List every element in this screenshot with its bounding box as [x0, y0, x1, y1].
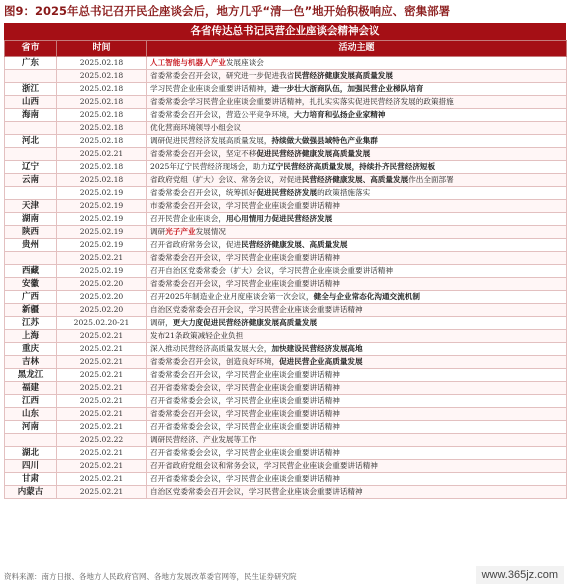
table-row — [5, 356, 567, 369]
date-cell: 2025.02.19 — [57, 187, 147, 200]
activity-text: 自治区党委常委会召开会议，学习民营企业座谈会重要讲话精神 — [150, 487, 363, 496]
table-row — [5, 96, 567, 109]
activity-text: 省委常委会召开会议，研究进一步促进我省 — [150, 71, 295, 80]
table-row — [5, 135, 567, 148]
activity-text: 省委常委会召开会议，学习民营企业座谈会重要讲话精神 — [150, 279, 340, 288]
activity-text: 调研促进民营经济发展高质量发展， — [150, 136, 272, 145]
date-cell: 2025.02.19 — [57, 265, 147, 278]
activity-text: 召开省委常委会会议，学习民营企业座谈会重要讲话精神 — [150, 422, 340, 431]
date-cell: 2025.02.21 — [57, 343, 147, 356]
activity-text: 光子产业 — [165, 227, 196, 236]
activity-text: 召开省委常委会会议，学习民营企业座谈会重要讲话精神 — [150, 383, 340, 392]
activity-text: 促进民营经济发展 — [256, 188, 318, 197]
province-cell: 广东 — [5, 57, 57, 70]
table-row — [5, 83, 567, 96]
column-header-date: 时间 — [57, 41, 147, 57]
column-header-province: 省市 — [5, 41, 57, 57]
province-cell: 新疆 — [5, 304, 57, 317]
activity-cell — [147, 447, 567, 460]
activity-cell — [147, 330, 567, 343]
province-cell: 海南 — [5, 109, 57, 122]
activity-text: 优化营商环境领导小组会议 — [150, 123, 242, 132]
province-cell: 山东 — [5, 408, 57, 421]
date-cell: 2025.02.19 — [57, 213, 147, 226]
activity-text: 持续做大做强县域特色产业集群 — [271, 136, 378, 145]
activity-cell — [147, 70, 567, 83]
table-row — [5, 226, 567, 239]
table-row — [5, 161, 567, 174]
activity-cell — [147, 265, 567, 278]
source-note: 资料来源：南方日报、各地方人民政府官网、各地方发展改革委官网等，民生证券研究院 — [4, 572, 297, 581]
column-header-activity: 活动主题 — [147, 41, 567, 57]
activity-cell — [147, 317, 567, 330]
activity-cell — [147, 122, 567, 135]
date-cell: 2025.02.21 — [57, 408, 147, 421]
province-cell — [5, 70, 57, 83]
activity-text: 用心用情用力促进民营经济发展 — [225, 214, 333, 223]
activity-cell — [147, 356, 567, 369]
date-cell: 2025.02.18 — [57, 135, 147, 148]
province-cell: 天津 — [5, 200, 57, 213]
province-cell: 河北 — [5, 135, 57, 148]
activity-text: 省委常委会召开会议，学习民营企业座谈会重要讲话精神 — [150, 409, 340, 418]
province-cell: 西藏 — [5, 265, 57, 278]
table-row — [5, 434, 567, 447]
province-cell: 甘肃 — [5, 473, 57, 486]
province-cell: 湖北 — [5, 447, 57, 460]
province-cell: 上海 — [5, 330, 57, 343]
activity-text: 发展情况 — [195, 227, 226, 236]
activity-text: 召开省委常委会会议，学习民营企业座谈会重要讲话精神 — [150, 448, 340, 457]
site-watermark: www.365jz.com — [476, 566, 564, 584]
activity-text: 召开2025年制造业企业月度座谈会第一次会议， — [150, 292, 314, 301]
date-cell: 2025.02.18 — [57, 122, 147, 135]
date-cell: 2025.02.21 — [57, 473, 147, 486]
province-cell: 四川 — [5, 460, 57, 473]
province-cell: 河南 — [5, 421, 57, 434]
date-cell: 2025.02.20 — [57, 278, 147, 291]
activity-text: 省委常委会召开会议，坚定不移 — [150, 149, 257, 158]
activity-text: 民营经济健康发展高质量发展 — [294, 71, 393, 80]
activity-text: 省政府党组（扩大）会议、常务会议，对促进 — [150, 175, 302, 184]
province-cell — [5, 148, 57, 161]
province-cell: 贵州 — [5, 239, 57, 252]
activity-cell — [147, 421, 567, 434]
activity-text: 省委常委会学习民营企业座谈会重要讲话精神，扎扎实实落实促进民营经济发展的政策措施 — [150, 97, 454, 106]
province-cell — [5, 434, 57, 447]
activity-cell — [147, 408, 567, 421]
table-header-row — [5, 41, 567, 57]
date-cell: 2025.02.22 — [57, 434, 147, 447]
province-cell: 重庆 — [5, 343, 57, 356]
activity-cell — [147, 239, 567, 252]
activity-cell — [147, 460, 567, 473]
activity-text: 更大力度促进民营经济健康发展高质量发展 — [172, 318, 318, 327]
table-row — [5, 239, 567, 252]
activity-cell — [147, 395, 567, 408]
province-cell: 吉林 — [5, 356, 57, 369]
activity-cell — [147, 213, 567, 226]
date-cell: 2025.02.20 — [57, 304, 147, 317]
activity-text: 民营经济健康发展、高质量发展 — [301, 175, 409, 184]
activity-cell — [147, 369, 567, 382]
activity-cell — [147, 187, 567, 200]
date-cell: 2025.02.21 — [57, 486, 147, 499]
province-cell: 山西 — [5, 96, 57, 109]
activity-cell — [147, 278, 567, 291]
activity-text: 自治区党委常委会召开会议，学习民营企业座谈会重要讲话精神 — [150, 305, 363, 314]
table-row — [5, 421, 567, 434]
activity-text: 健全与企业常态化沟通交流机制 — [313, 292, 420, 301]
activity-cell — [147, 83, 567, 96]
activity-text: 省委常委会召开会议，营造公平竞争环境， — [150, 110, 295, 119]
province-cell: 安徽 — [5, 278, 57, 291]
date-cell: 2025.02.21 — [57, 252, 147, 265]
activity-cell — [147, 252, 567, 265]
activity-text: 大力培育和弘扬企业家精神 — [294, 110, 386, 119]
date-cell: 2025.02.18 — [57, 57, 147, 70]
date-cell: 2025.02.21 — [57, 148, 147, 161]
activity-cell — [147, 135, 567, 148]
activity-cell — [147, 148, 567, 161]
figure-title: 图9：2025年总书记召开民企座谈会后，地方几乎“清一色”地开始积极响应、密集部署 — [4, 4, 451, 18]
province-cell: 江苏 — [5, 317, 57, 330]
activity-cell — [147, 57, 567, 70]
activity-text: 召开省政府党组会议和常务会议，学习民营企业座谈会重要讲话精神 — [150, 461, 378, 470]
date-cell: 2025.02.20 — [57, 291, 147, 304]
table-row — [5, 109, 567, 122]
province-cell — [5, 187, 57, 200]
activity-text: 的政策措施落实 — [317, 188, 371, 197]
activity-cell — [147, 434, 567, 447]
activity-text: 召开民营企业座谈会， — [150, 214, 226, 223]
activity-text: 学习民营企业座谈会重要讲话精神， — [150, 84, 272, 93]
activity-text: 省委常委会召开会议，学习民营企业座谈会重要讲话精神 — [150, 370, 340, 379]
activity-text: 省委常委会召开会议，创造良好环境， — [150, 357, 280, 366]
activity-cell — [147, 161, 567, 174]
province-cell: 江西 — [5, 395, 57, 408]
date-cell: 2025.02.21 — [57, 356, 147, 369]
date-cell: 2025.02.21 — [57, 395, 147, 408]
activity-text: 省委常委会召开会议，学习民营企业座谈会重要讲话精神 — [150, 253, 340, 262]
province-cell: 内蒙古 — [5, 486, 57, 499]
activity-text: 调研， — [150, 318, 173, 327]
activity-cell — [147, 486, 567, 499]
province-cell: 辽宁 — [5, 161, 57, 174]
activity-cell — [147, 200, 567, 213]
date-cell: 2025.02.19 — [57, 226, 147, 239]
province-cell: 福建 — [5, 382, 57, 395]
date-cell: 2025.02.18 — [57, 174, 147, 187]
activity-cell — [147, 382, 567, 395]
activity-text: 召开省委常委会会议，学习民营企业座谈会重要讲话精神 — [150, 474, 340, 483]
date-cell: 2025.02.21 — [57, 421, 147, 434]
date-cell: 2025.02.18 — [57, 109, 147, 122]
province-cell: 云南 — [5, 174, 57, 187]
date-cell: 2025.02.18 — [57, 70, 147, 83]
activity-cell — [147, 473, 567, 486]
activity-text: 召开省委常委会会议，学习民营企业座谈会重要讲话精神 — [150, 396, 340, 405]
table-row — [5, 408, 567, 421]
activity-text: 促进民营企业高质量发展 — [279, 357, 363, 366]
table-banner-title: 各省传达总书记民营企业座谈会精神会议 — [4, 23, 566, 40]
table-row — [5, 122, 567, 135]
table-row — [5, 291, 567, 304]
activity-text: 促进民营经济健康发展高质量发展 — [256, 149, 371, 158]
activity-cell — [147, 304, 567, 317]
activity-text: 加快建设民营经济发展高地 — [271, 344, 363, 353]
meetings-table — [4, 40, 567, 499]
activity-text: 发布21条政策减轻企业负担 — [150, 331, 244, 340]
province-cell: 黑龙江 — [5, 369, 57, 382]
activity-cell — [147, 226, 567, 239]
table-row — [5, 174, 567, 187]
table-row — [5, 70, 567, 83]
activity-cell — [147, 343, 567, 356]
activity-text: 深入推动民营经济高质量发展大会， — [150, 344, 272, 353]
table-row — [5, 473, 567, 486]
activity-text: 作出全面部署 — [408, 175, 454, 184]
activity-text: 民营经济健康发展、高质量发展 — [241, 240, 348, 249]
table-row — [5, 486, 567, 499]
table-row — [5, 447, 567, 460]
activity-cell — [147, 174, 567, 187]
table-row — [5, 278, 567, 291]
date-cell: 2025.02.21 — [57, 330, 147, 343]
activity-text: 发展座谈会 — [225, 58, 264, 67]
province-cell — [5, 122, 57, 135]
table-row — [5, 265, 567, 278]
activity-cell — [147, 109, 567, 122]
date-cell: 2025.02.21 — [57, 447, 147, 460]
activity-text: 2025年辽宁民营经济现场会，助力 — [150, 162, 269, 171]
activity-text: 市委常委会召开会议，学习民营企业座谈会重要讲话精神 — [150, 201, 340, 210]
province-cell: 湖南 — [5, 213, 57, 226]
date-cell: 2025.02.18 — [57, 96, 147, 109]
province-cell: 陕西 — [5, 226, 57, 239]
table-row — [5, 213, 567, 226]
table-row — [5, 304, 567, 317]
province-cell: 广西 — [5, 291, 57, 304]
date-cell: 2025.02.18 — [57, 83, 147, 96]
activity-cell — [147, 291, 567, 304]
table-row — [5, 382, 567, 395]
date-cell: 2025.02.21 — [57, 460, 147, 473]
activity-text: 调研民营经济、产业发展等工作 — [150, 435, 257, 444]
table-row — [5, 395, 567, 408]
table-row — [5, 57, 567, 70]
table-row — [5, 200, 567, 213]
activity-text: 进一步壮大浙商队伍，加强民营企业梯队培育 — [271, 84, 424, 93]
activity-text: 召开省政府常务会议，促进 — [150, 240, 242, 249]
table-row — [5, 343, 567, 356]
date-cell: 2025.02.18 — [57, 161, 147, 174]
date-cell: 2025.02.19 — [57, 239, 147, 252]
activity-text: 召开自治区党委常委会（扩大）会议，学习民营企业座谈会重要讲话精神 — [150, 266, 393, 275]
activity-text: 省委常委会召开会议，统筹抓好 — [150, 188, 257, 197]
table-row — [5, 252, 567, 265]
activity-text: 调研 — [150, 227, 166, 236]
table-row — [5, 187, 567, 200]
table-row — [5, 148, 567, 161]
activity-text: 辽宁民营经济高质量发展，持续扑齐民营经济短板 — [268, 162, 436, 171]
province-cell: 浙江 — [5, 83, 57, 96]
table-row — [5, 330, 567, 343]
table-row — [5, 460, 567, 473]
date-cell: 2025.02.19 — [57, 200, 147, 213]
date-cell: 2025.02.21 — [57, 382, 147, 395]
table-row — [5, 369, 567, 382]
activity-text: 人工智能与机器人产业 — [150, 58, 226, 67]
date-cell: 2025.02.20-21 — [57, 317, 147, 330]
date-cell: 2025.02.21 — [57, 369, 147, 382]
activity-cell — [147, 96, 567, 109]
table-body — [5, 57, 567, 499]
province-cell — [5, 252, 57, 265]
table-row — [5, 317, 567, 330]
